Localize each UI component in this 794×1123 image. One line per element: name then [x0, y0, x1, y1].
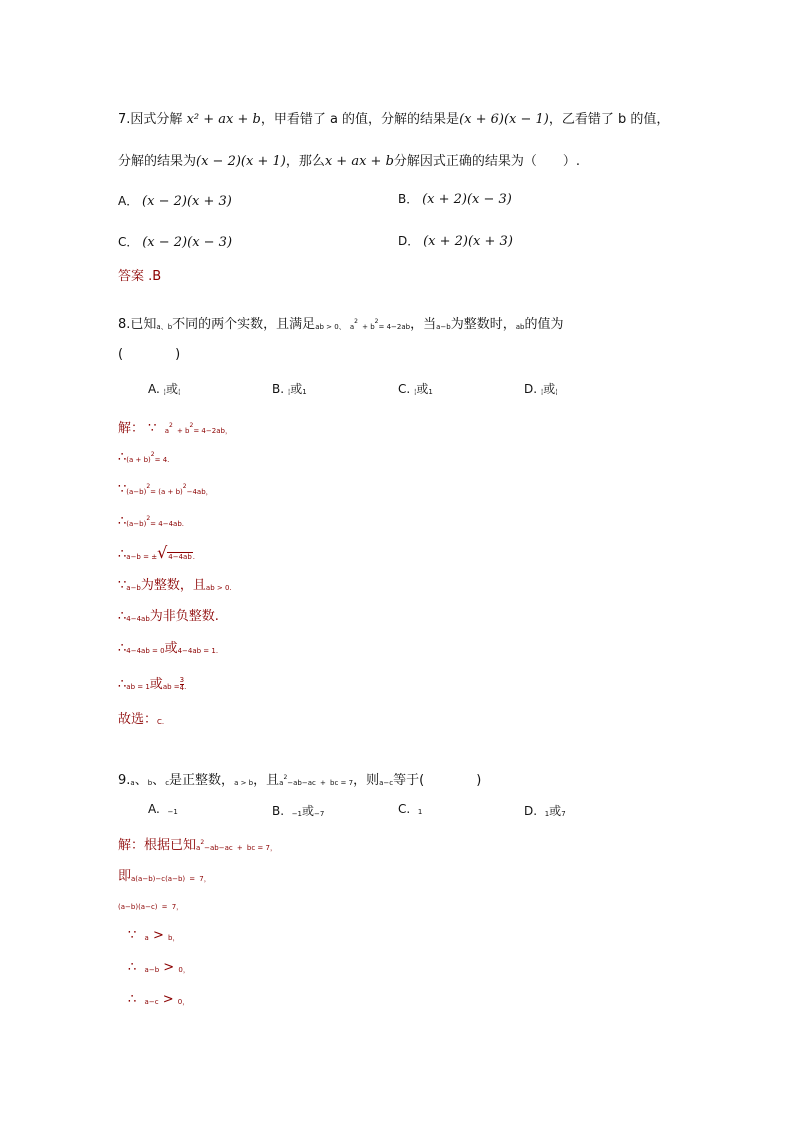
- q8-option-a[interactable]: A. ¦或¦: [148, 382, 181, 396]
- q7-option-a[interactable]: A． (x − 2)(x + 3): [118, 194, 232, 209]
- q8-fraction: $\frac{3}{4}$: [179, 676, 185, 692]
- q9-solution-line1: 解：根据已知$a^2-ab-ac$ + bc = 7，: [118, 838, 277, 853]
- q7-option-d[interactable]: D． (x + 2)(x + 3): [398, 234, 513, 249]
- q8-option-b[interactable]: B. ¦或1: [272, 382, 307, 396]
- q7-line2: 分解的结果为(x − 2)(x + 1)，那么x + ax + b分解因式正确的结果为（ ）.: [118, 154, 581, 169]
- q8-solution-line5: ∴a−b = ±√4−4ab.: [118, 543, 196, 562]
- q8-paren: ( ): [118, 347, 181, 362]
- q8-solution-line6: ∵a−b为整数，且ab > 0.: [118, 578, 232, 593]
- q8-solution-line8: ∴4−4ab = 0或4−4ab = 1.: [118, 641, 219, 656]
- q7-answer: 答案 .B: [118, 269, 162, 284]
- q7-option-c[interactable]: C． (x − 2)(x − 3): [118, 235, 233, 250]
- q9-solution-line4: ∵ a > b，: [128, 928, 180, 943]
- q9-option-c[interactable]: C. 1: [398, 802, 423, 816]
- q7-expr1: x² + ax + b: [186, 112, 261, 127]
- q8-line1: 8.已知a、b不同的两个实数，且满足ab > 0、 $a^2 + b^2= 4-2ab$，当a−b为整数时，ab的值为: [118, 317, 564, 332]
- q7-option-b[interactable]: B． (x + 2)(x − 3): [398, 192, 512, 207]
- q9-option-d[interactable]: D. 1或7: [524, 804, 566, 818]
- q8-option-a-frac: ¦: [163, 388, 166, 396]
- q8-option-c[interactable]: C. ¦或1: [398, 382, 433, 396]
- q9-option-a[interactable]: A. −1: [148, 802, 178, 816]
- q9-solution-line2: 即a(a−b)−c(a−b) = 7，: [118, 869, 211, 884]
- q8-solution-line3: $\because(a-b)^2= (a + b)^2-4ab$，: [118, 482, 213, 497]
- q8-choose: 故选：C.: [118, 712, 165, 727]
- q8-solution-line2: ∴(a + b)$^2$= 4.: [118, 450, 170, 465]
- q9-solution-line6: ∴ a−c > 0，: [128, 992, 190, 1007]
- q8-solution-line9: ∴ab = 1或ab = $\frac{3}{4}$ .: [118, 676, 187, 692]
- q9-line1: 9.a、b、c是正整数，a > b，且$a^2-ab-ac$ + bc = 7，则a−c等于( ): [118, 773, 482, 788]
- q8-solution-line7: ∴4−4ab为非负整数.: [118, 609, 219, 624]
- q8-solution-line1: 解： ∵ $a^2 + b^2= 4-2ab$，: [118, 421, 232, 436]
- q9-option-b[interactable]: B. −1或−7: [272, 804, 325, 818]
- q9-solution-line3: (a−b)(a−c) = 7，: [118, 903, 184, 911]
- q7-number: 7.: [118, 112, 131, 127]
- q8-option-d[interactable]: D. ¦或¦: [524, 382, 558, 396]
- q7-line1: 7.因式分解 x² + ax + b，甲看错了 a 的值，分解的结果是(x + 6)(x − 1)，乙看错了 b 的值，: [118, 112, 670, 127]
- q9-solution-line5: ∴ a−b > 0，: [128, 960, 190, 975]
- q8-solution-line4: $\therefore(a-b)^2= 4-4ab$.: [118, 514, 185, 529]
